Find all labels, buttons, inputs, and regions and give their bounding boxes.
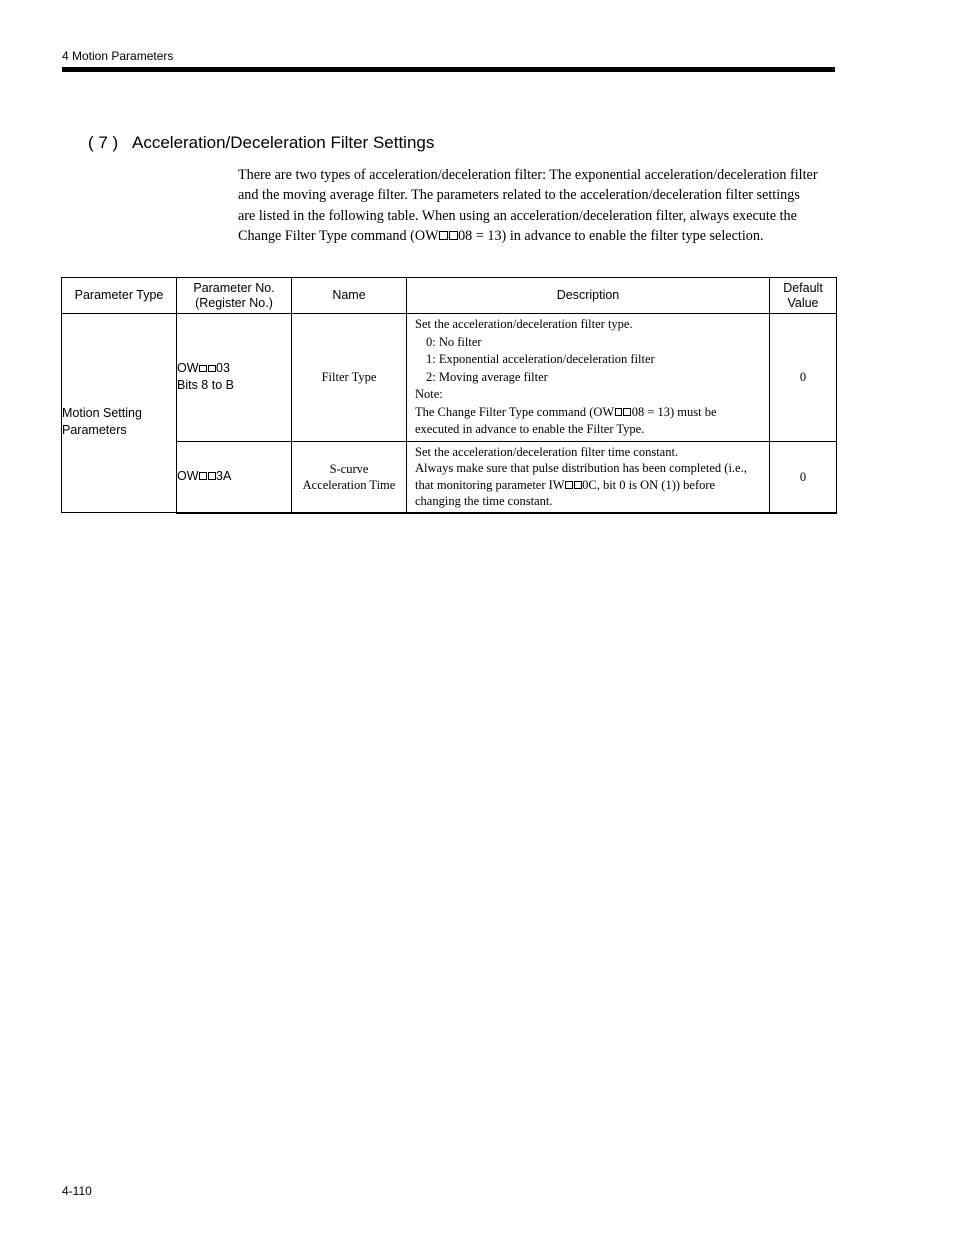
placeholder-box-icon — [565, 481, 573, 489]
parameter-type-cell — [62, 314, 177, 513]
placeholder-box-icon — [199, 365, 207, 373]
register-suffix: 3A — [216, 469, 232, 483]
description-text: that monitoring parameter IW — [415, 477, 565, 492]
parameter-name — [292, 441, 407, 513]
description-text: The Change Filter Type command (OW — [415, 404, 615, 419]
description-option: 2: Moving average filter — [426, 369, 548, 384]
description-cell — [407, 441, 770, 513]
parameter-name: Filter Type — [292, 314, 407, 442]
header-name: Name — [292, 278, 407, 314]
header-parameter-no — [177, 278, 292, 314]
parameter-type-line1: Motion Setting — [62, 406, 142, 420]
intro-paragraph — [238, 165, 820, 247]
description-line: changing the time constant. — [415, 494, 553, 508]
intro-text-part1: There are two types of acceleration/deceleration filter: The exponential acceleration/deceleration filter and the moving average filter. The parameters related to the acceleration/deceleration filter settings are listed in the following table. When using an acceleration/deceleration filter, always execute the Change Filter Type command (OW — [238, 167, 818, 245]
header-default-line2: Value — [787, 295, 819, 310]
table-row — [62, 441, 837, 513]
description-line — [415, 404, 765, 422]
placeholder-box-icon — [615, 408, 623, 416]
description-line: Set the acceleration/deceleration filter time constant. — [415, 444, 679, 459]
parameter-name-line2: Acceleration Time — [302, 477, 396, 492]
placeholder-box-icon — [199, 472, 207, 480]
parameter-table — [61, 277, 837, 514]
register-no — [177, 360, 291, 377]
description-line: executed in advance to enable the Filter Type. — [415, 422, 645, 436]
register-prefix: OW — [177, 469, 199, 483]
section-title: Acceleration/Deceleration Filter Settings — [132, 133, 435, 152]
default-value: 0 — [770, 441, 837, 513]
section-number: ( 7 ) — [88, 133, 119, 152]
header-rule — [62, 67, 835, 72]
description-note-label: Note: — [415, 387, 443, 401]
placeholder-box-icon — [208, 365, 216, 373]
header-parameter-no-line2: (Register No.) — [195, 295, 273, 310]
header-default-line1: Default — [783, 280, 823, 295]
table-row — [62, 314, 837, 442]
table-header-row — [62, 278, 837, 314]
description-line — [415, 477, 765, 494]
intro-text-part2: 08 = 13) in advance to enable the filter type selection. — [458, 228, 764, 245]
description-text: 0C, bit 0 is ON (1)) before — [582, 477, 716, 492]
header-description: Description — [407, 278, 770, 314]
default-value: 0 — [770, 314, 837, 442]
header-default-value — [770, 278, 837, 314]
register-no-cell — [177, 441, 292, 513]
description-line: Always make sure that pulse distribution has been completed (i.e., — [415, 461, 747, 475]
parameter-name-line1: S-curve — [329, 461, 369, 476]
register-no-cell — [177, 314, 292, 442]
section-heading — [88, 133, 434, 153]
parameter-type-line2: Parameters — [62, 423, 127, 437]
placeholder-box-icon — [574, 481, 582, 489]
running-header: 4 Motion Parameters — [62, 49, 174, 63]
description-text: 08 = 13) must be — [631, 404, 717, 419]
description-line: Set the acceleration/deceleration filter type. — [415, 317, 633, 331]
register-suffix: 03 — [216, 361, 230, 376]
placeholder-box-icon — [208, 472, 216, 480]
description-option: 0: No filter — [426, 334, 482, 349]
header-parameter-no-line1: Parameter No. — [193, 280, 275, 295]
placeholder-box-icon — [449, 231, 458, 240]
page-number: 4-110 — [62, 1184, 92, 1198]
description-cell — [407, 314, 770, 442]
register-prefix: OW — [177, 361, 199, 376]
header-parameter-type: Parameter Type — [62, 278, 177, 314]
register-bits: Bits 8 to B — [177, 378, 234, 393]
placeholder-box-icon — [623, 408, 631, 416]
description-option: 1: Exponential acceleration/deceleration filter — [426, 352, 655, 366]
placeholder-box-icon — [439, 231, 448, 240]
